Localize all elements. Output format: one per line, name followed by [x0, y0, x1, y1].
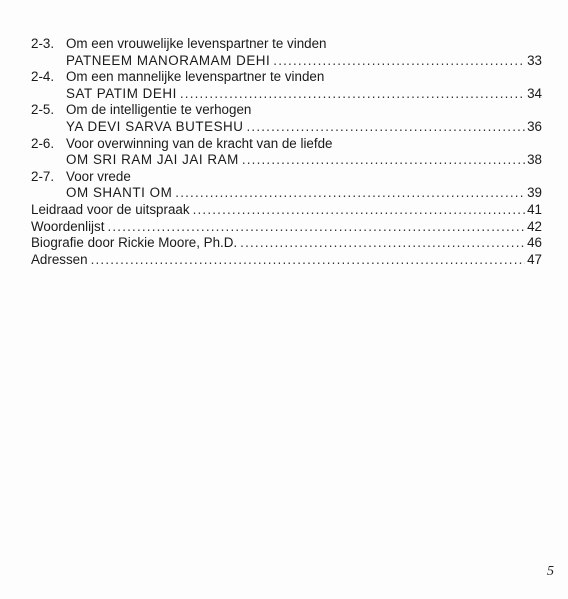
dot-leader	[107, 219, 525, 236]
entry-title: Voor overwinning van de kracht van de liefde	[66, 135, 333, 151]
entry-title: Om een mannelijke levenspartner te vinden	[66, 69, 325, 85]
entry-mantra: YA DEVI SARVA BUTESHU	[66, 118, 244, 134]
entry-page-number: 46	[527, 235, 542, 251]
entry-title: Leidraad voor de uitspraak	[31, 201, 190, 217]
toc-entry-adressen	[31, 252, 542, 269]
toc-entry-2-3	[31, 36, 542, 69]
dot-leader	[273, 53, 525, 70]
entry-title: Om de intelligentie te verhogen	[66, 102, 252, 118]
entry-number: 2-3.	[31, 36, 55, 51]
toc-entry-leidraad	[31, 202, 542, 219]
toc-entry-2-7	[31, 169, 542, 202]
entry-title: Om een vrouwelijke levenspartner te vinden	[66, 36, 327, 51]
entry-number: 2-7.	[31, 168, 55, 184]
entry-page-number: 33	[527, 52, 542, 68]
entry-number: 2-4.	[31, 69, 55, 85]
entry-number: 2-5.	[31, 102, 55, 118]
dot-leader	[240, 235, 525, 252]
entry-page-number: 39	[527, 185, 542, 201]
toc-entry-woordenlijst	[31, 219, 542, 236]
entry-title: Woordenlijst	[31, 218, 105, 234]
toc-entry-biografie	[31, 235, 542, 252]
entry-mantra: OM SRI RAM JAI JAI RAM	[66, 152, 239, 168]
toc-entry-2-4	[31, 69, 542, 102]
dot-leader	[242, 152, 525, 169]
entry-page-number: 41	[527, 201, 542, 217]
entry-title: Biografie door Rickie Moore, Ph.D.	[31, 235, 238, 251]
toc-entry-2-6	[31, 136, 542, 169]
toc-entry-2-5	[31, 102, 542, 135]
entry-mantra: OM SHANTI OM	[66, 185, 173, 201]
entry-page-number: 42	[527, 218, 542, 234]
dot-leader	[180, 86, 525, 103]
entry-page-number: 38	[527, 152, 542, 168]
entry-title: Voor vrede	[66, 168, 131, 184]
entry-mantra: SAT PATIM DEHI	[66, 85, 177, 101]
dot-leader	[175, 185, 525, 202]
entry-page-number: 47	[527, 251, 542, 267]
page-number: 5	[547, 564, 554, 579]
dot-leader	[247, 119, 526, 136]
entry-page-number: 36	[527, 118, 542, 134]
entry-number: 2-6.	[31, 135, 55, 151]
entry-page-number: 34	[527, 85, 542, 101]
dot-leader	[91, 252, 526, 269]
dot-leader	[193, 202, 526, 219]
entry-mantra: PATNEEM MANORAMAM DEHI	[66, 52, 271, 68]
table-of-contents	[31, 36, 542, 268]
entry-title: Adressen	[31, 251, 88, 267]
